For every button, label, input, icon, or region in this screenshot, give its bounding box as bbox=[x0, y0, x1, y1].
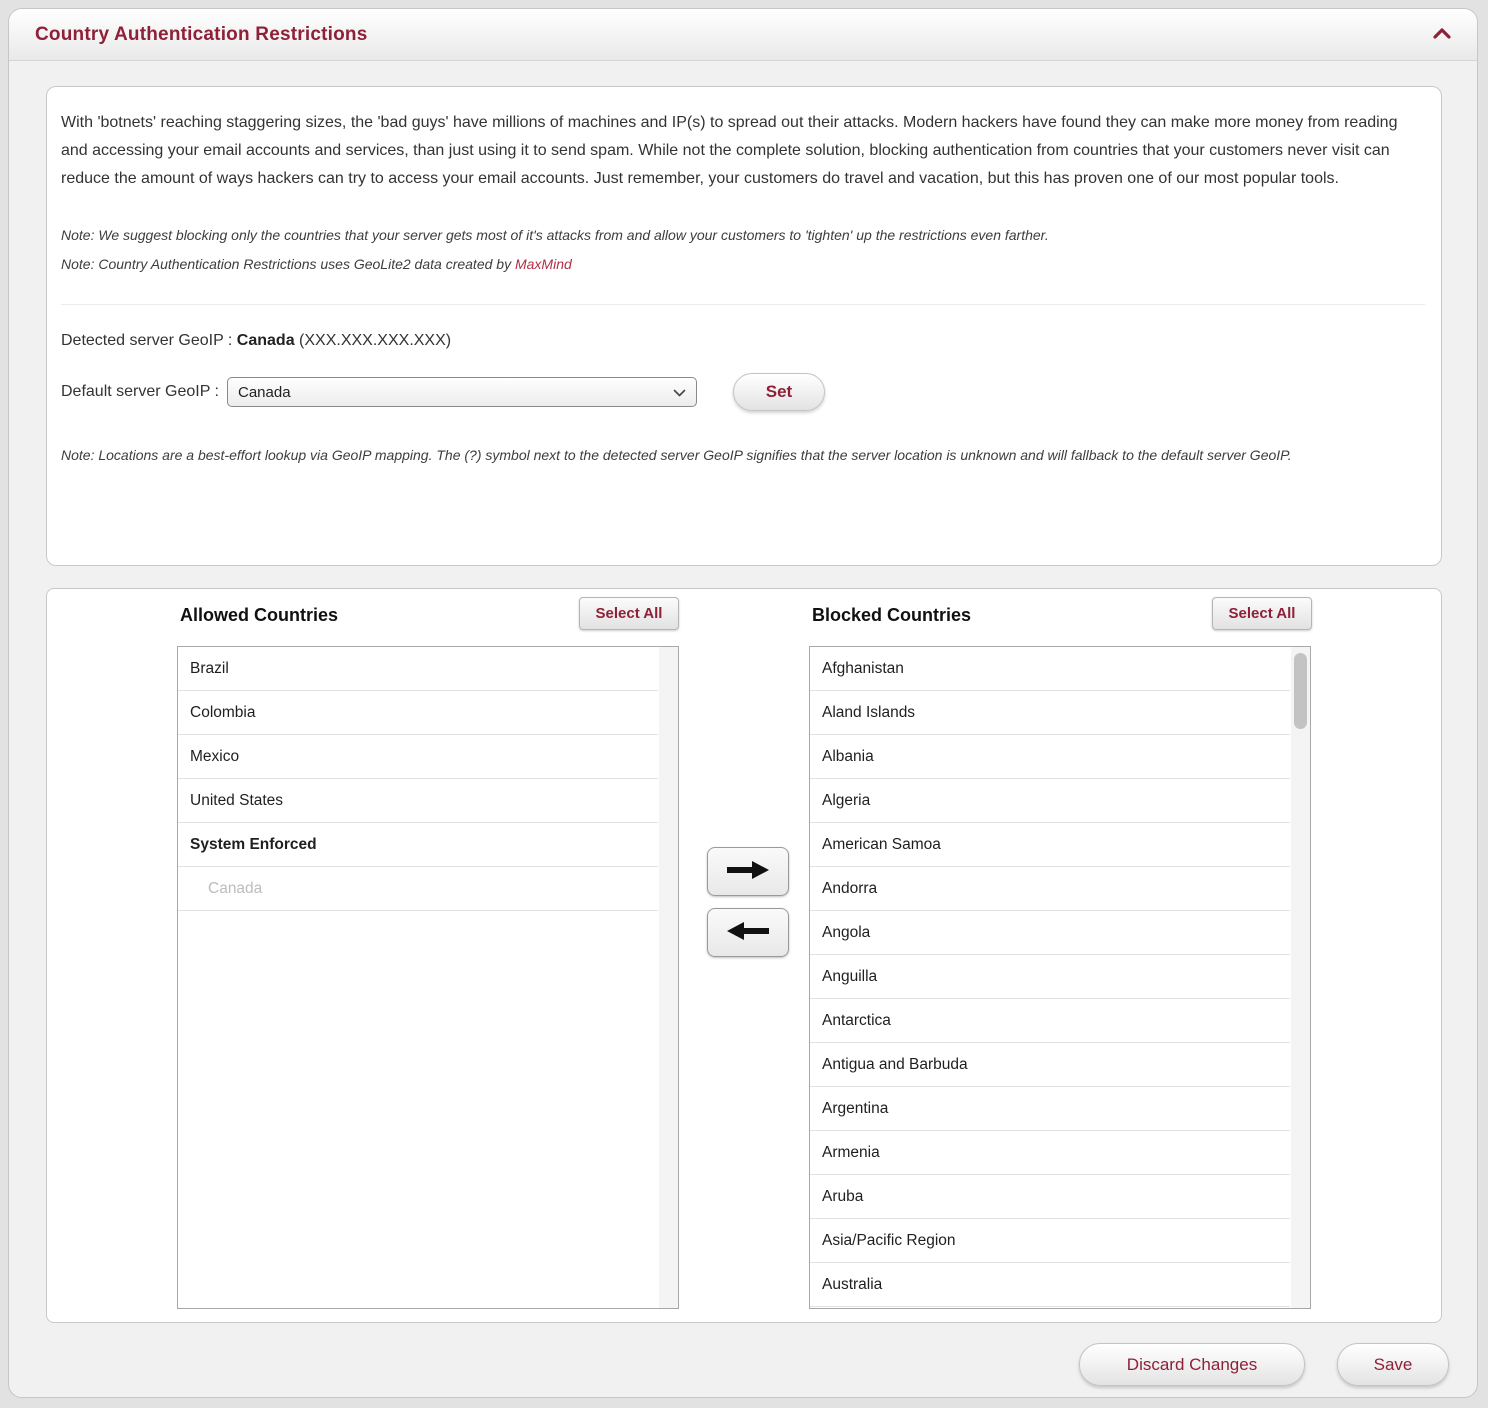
list-item[interactable]: Aruba bbox=[810, 1175, 1290, 1219]
detected-geoip-country: Canada bbox=[236, 332, 295, 349]
collapse-button[interactable] bbox=[1433, 26, 1451, 44]
list-item[interactable]: Colombia bbox=[178, 691, 658, 735]
list-item[interactable]: Albania bbox=[810, 735, 1290, 779]
allowed-countries-list[interactable] bbox=[177, 646, 679, 1309]
list-item[interactable]: United States bbox=[178, 779, 658, 823]
list-item[interactable]: Asia/Pacific Region bbox=[810, 1219, 1290, 1263]
discard-changes-button[interactable]: Discard Changes bbox=[1079, 1343, 1305, 1386]
geoip-info-panel bbox=[46, 86, 1442, 566]
save-button[interactable]: Save bbox=[1337, 1343, 1449, 1386]
list-item[interactable]: Angola bbox=[810, 911, 1290, 955]
page-title: Country Authentication Restrictions bbox=[35, 23, 368, 45]
blocked-items-container bbox=[810, 647, 1310, 1307]
note-blocking-suggestion: Note: We suggest blocking only the countries that your server gets most of it's attacks from and allow your customers to 'tighten' up the restrictions even farther. bbox=[61, 227, 1049, 243]
list-item[interactable]: Antigua and Barbuda bbox=[810, 1043, 1290, 1087]
move-to-allowed-button[interactable] bbox=[707, 908, 789, 957]
intro-paragraph: With 'botnets' reaching staggering sizes, the 'bad guys' have millions of machines and IP(s) to spread out their attacks. Modern hackers have found they can make more money from reading and accessing your email accounts and services, than just using it to send spam. While not the complete solution, blocking authentication from countries that your customers never visit can reduce the amount of ways hackers can try to access your email accounts. Just remember, your customers do travel and vacation, but this has proven one of our most popular tools. bbox=[61, 114, 1398, 187]
country-lists-panel bbox=[46, 588, 1442, 1323]
note-locations-lookup: Note: Locations are a best-effort lookup via GeoIP mapping. The (?) symbol next to the detected server GeoIP signifies that the server location is unknown and will fallback to the default server GeoIP. bbox=[61, 447, 1292, 463]
list-item[interactable]: Algeria bbox=[810, 779, 1290, 823]
arrow-left-icon bbox=[725, 920, 771, 945]
allowed-countries-title: Allowed Countries bbox=[180, 605, 339, 625]
divider bbox=[61, 304, 1425, 305]
list-item[interactable]: American Samoa bbox=[810, 823, 1290, 867]
detected-geoip-label: Detected server GeoIP : bbox=[61, 332, 233, 349]
maxmind-link[interactable]: MaxMind bbox=[514, 256, 572, 272]
list-item[interactable]: Mexico bbox=[178, 735, 658, 779]
blocked-list-scrollbar-thumb[interactable] bbox=[1294, 653, 1307, 729]
allowed-select-all-button[interactable]: Select All bbox=[579, 597, 679, 630]
blocked-select-all-button[interactable]: Select All bbox=[1212, 597, 1312, 630]
list-item[interactable]: Anguilla bbox=[810, 955, 1290, 999]
set-button[interactable]: Set bbox=[733, 373, 825, 411]
list-item[interactable]: Brazil bbox=[178, 647, 658, 691]
list-item[interactable]: Andorra bbox=[810, 867, 1290, 911]
arrow-right-icon bbox=[725, 859, 771, 884]
list-item[interactable]: Australia bbox=[810, 1263, 1290, 1307]
list-item-disabled: Canada bbox=[178, 867, 658, 911]
country-auth-restrictions-panel bbox=[8, 8, 1478, 1398]
chevron-up-icon bbox=[1433, 26, 1451, 44]
blocked-countries-list[interactable] bbox=[809, 646, 1311, 1309]
list-item[interactable]: Aland Islands bbox=[810, 691, 1290, 735]
detected-geoip-line bbox=[61, 332, 1425, 350]
move-to-blocked-button[interactable] bbox=[707, 847, 789, 896]
default-geoip-row bbox=[61, 373, 1425, 411]
note-geolite2 bbox=[61, 250, 1425, 279]
allowed-list-scrollbar[interactable] bbox=[659, 647, 678, 1308]
note-geolite2-text: Note: Country Authentication Restrictions uses GeoLite2 data created by bbox=[61, 256, 515, 272]
enforced-items-container bbox=[178, 867, 678, 911]
list-item[interactable]: Antarctica bbox=[810, 999, 1290, 1043]
list-item[interactable]: Armenia bbox=[810, 1131, 1290, 1175]
blocked-list-scrollbar[interactable] bbox=[1291, 647, 1310, 1308]
default-geoip-label: Default server GeoIP : bbox=[61, 383, 219, 400]
chevron-down-icon bbox=[673, 384, 686, 401]
panel-header bbox=[9, 9, 1477, 61]
blocked-countries-title: Blocked Countries bbox=[812, 605, 972, 625]
system-enforced-group-header: System Enforced bbox=[178, 823, 658, 867]
default-geoip-selected-value: Canada bbox=[238, 383, 291, 401]
list-item[interactable]: Argentina bbox=[810, 1087, 1290, 1131]
allowed-items-container bbox=[178, 647, 678, 823]
default-geoip-select[interactable] bbox=[227, 377, 697, 407]
list-item[interactable]: Afghanistan bbox=[810, 647, 1290, 691]
detected-geoip-ip: (XXX.XXX.XXX.XXX) bbox=[299, 332, 452, 349]
